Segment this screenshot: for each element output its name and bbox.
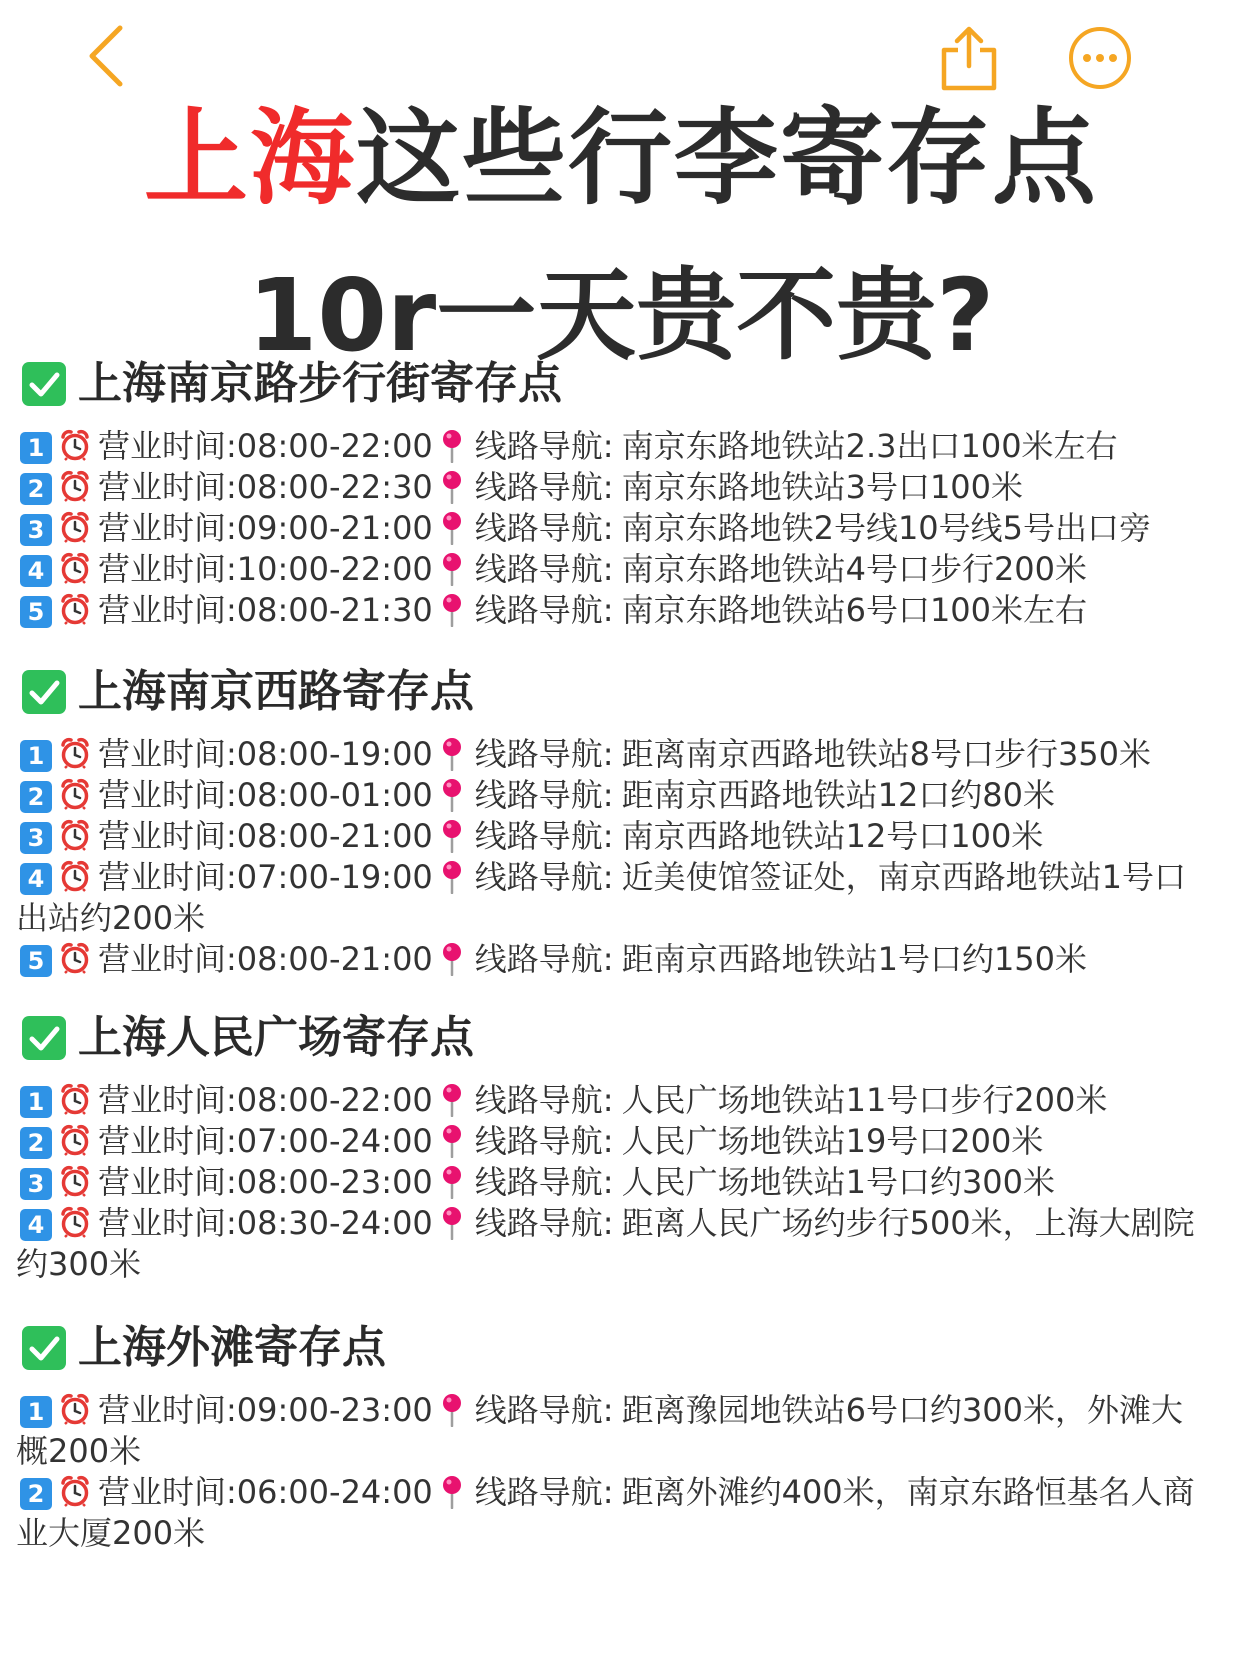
route-label: 线路导航: [474,509,614,547]
checkmark-icon [22,362,66,406]
hours-label: 营业时间: [98,940,237,978]
more-button[interactable] [1068,26,1132,90]
hours-label: 营业时间: [98,858,237,896]
pin-icon [441,942,463,976]
route-label: 线路导航: [474,468,614,506]
alarm-clock-icon [60,1083,90,1115]
number-badge: 2 [20,1127,52,1159]
alarm-clock-icon [60,737,90,769]
alarm-clock-icon [60,429,90,461]
hours-label: 营业时间: [98,550,237,588]
section-header [0,356,1242,416]
alarm-clock-icon [60,1393,90,1425]
checkmark-icon [22,1326,66,1370]
hours-label: 营业时间: [98,776,237,814]
hours-value: 10:00-22:00 [236,550,433,588]
section-title: 上海南京西路寄存点 [78,666,474,717]
route-value: 南京东路地铁2号线10号线5号出口旁 [621,509,1152,547]
list-item [0,549,1215,590]
route-label: 线路导航: [474,940,614,978]
alarm-clock-icon [60,552,90,584]
hours-label: 营业时间: [98,817,237,855]
hours-label: 营业时间: [98,1081,237,1119]
section-header [0,1010,1242,1070]
route-value: 距离南京西路地铁站8号口步行350米 [621,735,1152,773]
entry-list [0,734,1242,980]
number-badge: 3 [20,514,52,546]
alarm-clock-icon [60,511,90,543]
list-item [0,857,1215,939]
title-rest: 这些行李寄存点 [356,97,1099,219]
checkmark-icon [22,670,66,714]
route-value: 南京东路地铁站4号口步行200米 [621,550,1088,588]
hours-value: 08:00-22:00 [236,1081,433,1119]
entry-list [0,426,1242,631]
list-item [0,467,1215,508]
list-item [0,816,1215,857]
number-badge: 2 [20,473,52,505]
list-item [0,1121,1215,1162]
alarm-clock-icon [60,778,90,810]
hours-label: 营业时间: [98,1473,237,1511]
alarm-clock-icon [60,593,90,625]
alarm-clock-icon [60,1475,90,1507]
share-icon [938,26,1000,92]
hours-value: 08:00-19:00 [236,735,433,773]
route-value: 南京东路地铁站6号口100米左右 [621,591,1088,629]
list-item [0,508,1215,549]
pin-icon [441,778,463,812]
list-item [0,1472,1215,1554]
route-label: 线路导航: [474,1081,614,1119]
list-item [0,775,1215,816]
route-value: 人民广场地铁站11号口步行200米 [621,1081,1108,1119]
hours-value: 08:00-21:00 [236,817,433,855]
number-badge: 4 [20,555,52,587]
list-item [0,734,1215,775]
hours-value: 08:00-21:30 [236,591,433,629]
pin-icon [441,1165,463,1199]
section-4 [0,1320,1242,1554]
number-badge: 5 [20,596,52,628]
number-badge: 4 [20,1209,52,1241]
section-title: 上海人民广场寄存点 [78,1012,474,1063]
route-label: 线路导航: [474,858,614,896]
alarm-clock-icon [60,470,90,502]
pin-icon [441,470,463,504]
number-badge: 2 [20,781,52,813]
section-3 [0,1010,1242,1285]
pin-icon [441,1393,463,1427]
alarm-clock-icon [60,1206,90,1238]
chevron-left-icon [82,24,130,88]
route-value: 近美使馆签证处，南京西路地铁站1号口出站约200米 [16,858,1186,937]
number-badge: 3 [20,822,52,854]
hours-label: 营业时间: [98,591,237,629]
route-value: 距离豫园地铁站6号口约300米，外滩大概200米 [16,1391,1184,1470]
pin-icon [441,1475,463,1509]
route-value: 南京西路地铁站12号口100米 [621,817,1044,855]
list-item [0,1162,1215,1203]
list-item [0,939,1215,980]
hours-label: 营业时间: [98,1391,237,1429]
more-icon [1068,26,1132,90]
section-title: 上海外滩寄存点 [78,1322,386,1373]
section-1 [0,356,1242,631]
pin-icon [441,1124,463,1158]
pin-icon [441,511,463,545]
route-label: 线路导航: [474,1163,614,1201]
section-2 [0,664,1242,980]
hours-value: 07:00-19:00 [236,858,433,896]
list-item [0,1080,1215,1121]
pin-icon [441,1206,463,1240]
alarm-clock-icon [60,1165,90,1197]
pin-icon [441,1083,463,1117]
route-label: 线路导航: [474,550,614,588]
route-label: 线路导航: [474,735,614,773]
hours-value: 08:00-22:30 [236,468,433,506]
list-item [0,590,1215,631]
alarm-clock-icon [60,942,90,974]
hours-label: 营业时间: [98,1163,237,1201]
route-value: 南京东路地铁站2.3出口100米左右 [621,427,1118,465]
pin-icon [441,819,463,853]
hours-value: 08:30-24:00 [236,1204,433,1242]
route-label: 线路导航: [474,1122,614,1160]
pin-icon [441,552,463,586]
number-badge: 1 [20,432,52,464]
section-header [0,1320,1242,1380]
hours-value: 08:00-01:00 [236,776,433,814]
entry-list [0,1390,1242,1554]
page-title [0,96,1242,220]
section-title: 上海南京路步行街寄存点 [78,358,562,409]
hours-label: 营业时间: [98,427,237,465]
hours-label: 营业时间: [98,1122,237,1160]
pin-icon [441,593,463,627]
number-badge: 3 [20,1168,52,1200]
route-value: 距离人民广场约步行500米，上海大剧院约300米 [16,1204,1195,1283]
route-label: 线路导航: [474,1473,614,1511]
number-badge: 2 [20,1478,52,1510]
hours-value: 09:00-21:00 [236,509,433,547]
alarm-clock-icon [60,1124,90,1156]
hours-label: 营业时间: [98,468,237,506]
route-value: 南京东路地铁站3号口100米 [621,468,1024,506]
route-value: 人民广场地铁站19号口200米 [621,1122,1044,1160]
route-label: 线路导航: [474,427,614,465]
route-label: 线路导航: [474,817,614,855]
pin-icon [441,860,463,894]
route-label: 线路导航: [474,591,614,629]
share-button[interactable] [938,26,1000,92]
entry-list [0,1080,1242,1285]
list-item [0,426,1215,467]
top-bar [0,0,1242,100]
back-button[interactable] [82,24,130,88]
hours-label: 营业时间: [98,509,237,547]
section-header [0,664,1242,724]
pin-icon [441,429,463,463]
route-label: 线路导航: [474,1391,614,1429]
route-label: 线路导航: [474,776,614,814]
route-value: 距南京西路地铁站12口约80米 [621,776,1056,814]
number-badge: 1 [20,740,52,772]
hours-value: 08:00-22:00 [236,427,433,465]
checkmark-icon [22,1016,66,1060]
hours-value: 08:00-21:00 [236,940,433,978]
number-badge: 1 [20,1086,52,1118]
route-value: 距离外滩约400米，南京东路恒基名人商业大厦200米 [16,1473,1195,1552]
pin-icon [441,737,463,771]
title-highlight: 上海 [143,97,356,219]
hours-value: 08:00-23:00 [236,1163,433,1201]
hours-label: 营业时间: [98,1204,237,1242]
number-badge: 1 [20,1396,52,1428]
route-value: 人民广场地铁站1号口约300米 [621,1163,1056,1201]
route-value: 距南京西路地铁站1号口约150米 [621,940,1088,978]
page-subtitle: 10r一天贵不贵? [247,257,995,374]
list-item [0,1390,1215,1472]
alarm-clock-icon [60,819,90,851]
hours-value: 09:00-23:00 [236,1391,433,1429]
number-badge: 5 [20,945,52,977]
hours-value: 06:00-24:00 [236,1473,433,1511]
list-item [0,1203,1215,1285]
alarm-clock-icon [60,860,90,892]
hours-value: 07:00-24:00 [236,1122,433,1160]
hours-label: 营业时间: [98,735,237,773]
number-badge: 4 [20,863,52,895]
route-label: 线路导航: [474,1204,614,1242]
